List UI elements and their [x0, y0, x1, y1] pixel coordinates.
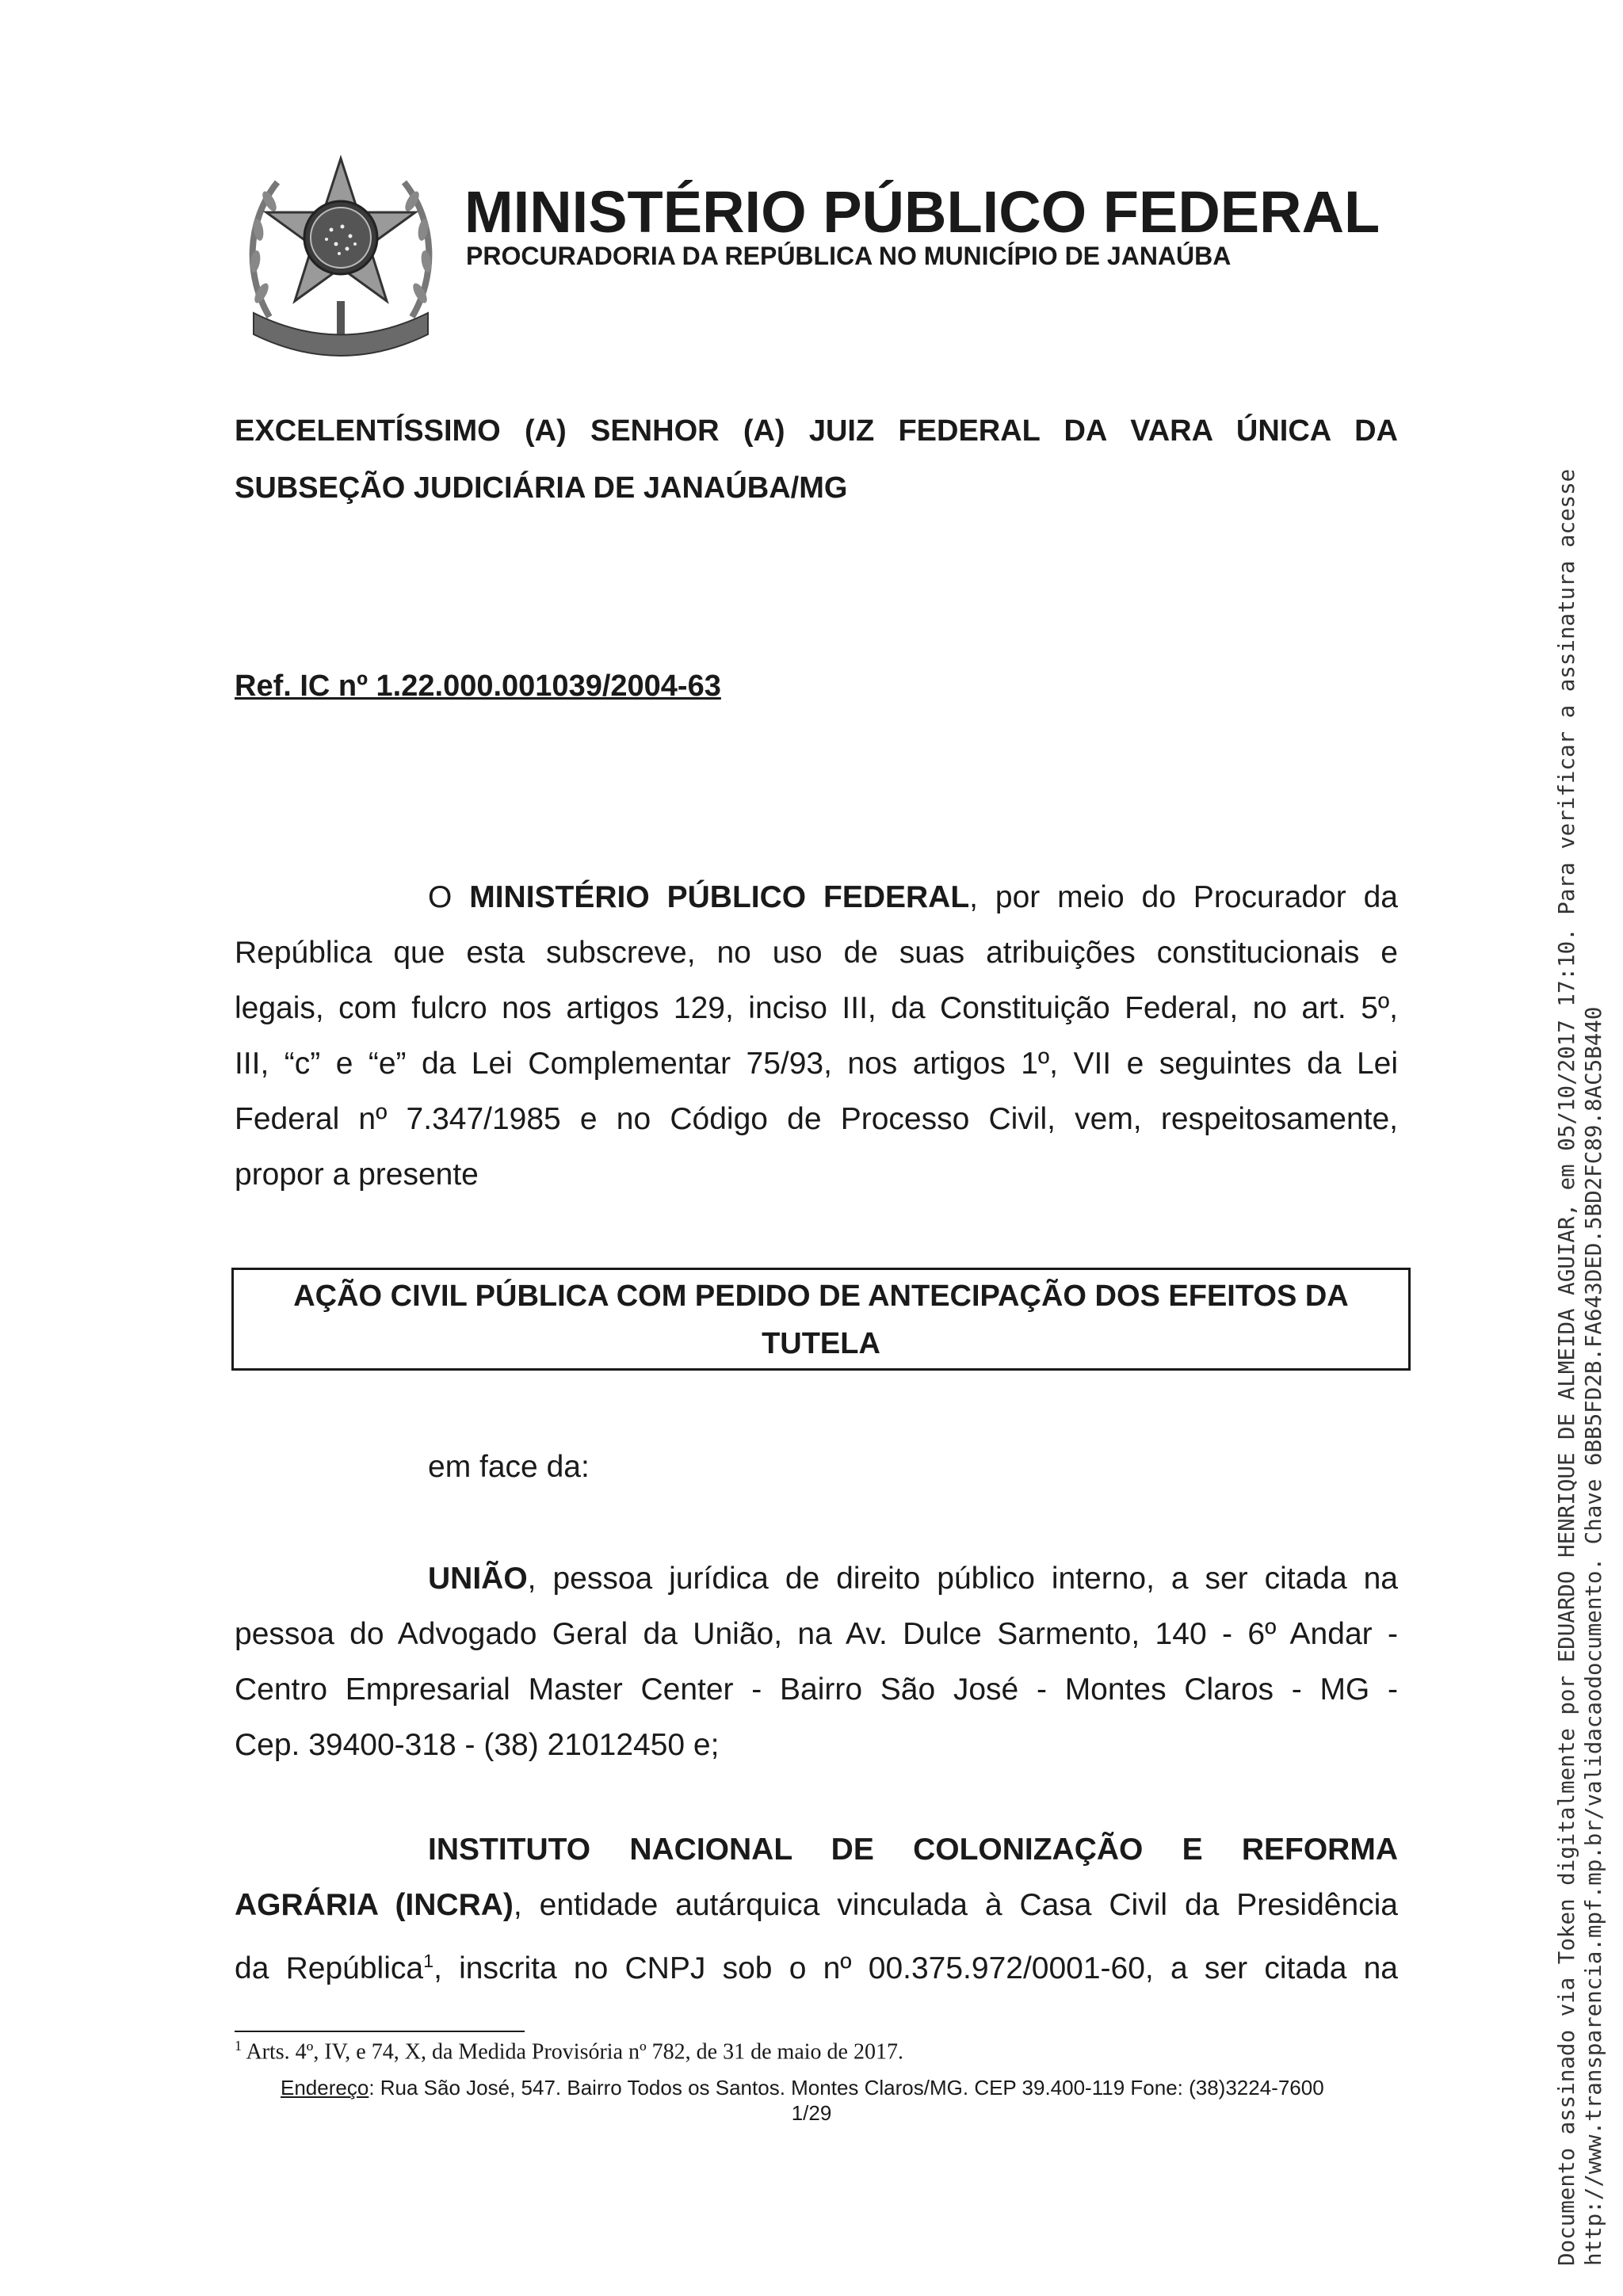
addressee-line-1: EXCELENTÍSSIMO (A) SENHOR (A) JUIZ FEDERAL DA VARA ÚNICA DA	[235, 414, 1398, 448]
intro-line-2: República que esta subscreve, no uso de suas atribuições constitucionais e	[235, 936, 1398, 970]
intro-prefix: O	[428, 880, 470, 914]
signature-stamp	[1553, 469, 1607, 2266]
incra-suffix: , entidade autárquica vinculada à Casa Civil da Presidência	[513, 1888, 1398, 1922]
footnote-divider	[235, 2031, 525, 2032]
incra-line-1: INSTITUTO NACIONAL DE COLONIZAÇÃO E REFORMA	[428, 1833, 1398, 1867]
action-title-line-2: TUTELA	[762, 1327, 880, 1360]
incra-l3-suffix: , inscrita no CNPJ sob o nº 00.375.972/0001-60, a ser citada na	[433, 1951, 1398, 1985]
address-label: Endereço	[281, 2076, 369, 2100]
uniao-line-4: Cep. 39400-318 - (38) 21012450 e;	[235, 1728, 720, 1762]
uniao-suffix: , pessoa jurídica de direito público interno, a ser citada na	[527, 1562, 1398, 1596]
incra-line-3	[235, 1933, 1398, 1997]
action-title-line-1: AÇÃO CIVIL PÚBLICA COM PEDIDO DE ANTECIPAÇÃO DOS EFEITOS DA	[293, 1280, 1349, 1313]
signature-stamp-line-1: Documento assinado via Token digitalmente por EDUARDO HENRIQUE DE ALMEIDA AGUIAR, em 05/10/2017 17:10. Para verificar a assinatura acesse	[1554, 468, 1579, 2266]
uniao-line-1	[235, 1551, 1398, 1607]
intro-paragraph	[235, 870, 1398, 1203]
incra-l3-prefix: da República	[235, 1951, 424, 1985]
intro-line-1	[235, 870, 1398, 925]
intro-line-3: legais, com fulcro nos artigos 129, inciso III, da Constituição Federal, no art. 5º,	[235, 991, 1398, 1025]
footnote-number: 1	[235, 2038, 242, 2054]
intro-bold: MINISTÉRIO PÚBLICO FEDERAL	[469, 880, 970, 914]
page-number: 1/29	[791, 2101, 832, 2125]
uniao-line-2: pessoa do Advogado Geral da União, na Av. Dulce Sarmento, 140 - 6º Andar -	[235, 1617, 1398, 1651]
footnote-text: Arts. 4º, IV, e 74, X, da Medida Provisória nº 782, de 31 de maio de 2017.	[242, 2039, 903, 2065]
incra-paragraph	[235, 1822, 1398, 1997]
intro-line-5: Federal nº 7.347/1985 e no Código de Processo Civil, vem, respeitosamente,	[235, 1102, 1398, 1136]
uniao-bold: UNIÃO	[428, 1562, 528, 1596]
uniao-line-3: Centro Empresarial Master Center - Bairro São José - Montes Claros - MG -	[235, 1672, 1398, 1707]
footnote-mark[interactable]: 1	[423, 1951, 434, 1971]
org-title: MINISTÉRIO PÚBLICO FEDERAL	[464, 179, 1381, 245]
signature-stamp-line-2[interactable]: http://www.transparencia.mpf.mp.br/validacaodocumento. Chave 6BB5FD2B.FA643DED.5BD2FC89.8AC5B440	[1581, 1006, 1606, 2266]
em-face-text: em face da:	[428, 1450, 590, 1484]
brazil-coat-of-arms-icon	[238, 151, 444, 364]
address-text: : Rua São José, 547. Bairro Todos os Santos. Montes Claros/MG. CEP 39.400-119 Fone: (38)3224-7600	[369, 2076, 1324, 2100]
intro-line-4: III, “c” e “e” da Lei Complementar 75/93, nos artigos 1º, VII e seguintes da Lei	[235, 1047, 1398, 1081]
addressee-line-2: SUBSEÇÃO JUDICIÁRIA DE JANAÚBA/MG	[235, 471, 848, 505]
intro-line-6: propor a presente	[235, 1158, 479, 1192]
footnote	[235, 2038, 903, 2065]
incra-bold: AGRÁRIA (INCRA)	[235, 1888, 514, 1922]
uniao-paragraph	[235, 1551, 1398, 1773]
incra-line-2	[235, 1878, 1398, 1933]
intro-suffix: , por meio do Procurador da	[969, 880, 1398, 914]
org-subtitle: PROCURADORIA DA REPÚBLICA NO MUNICÍPIO DE JANAÚBA	[466, 242, 1232, 270]
reference-number: Ref. IC nº 1.22.000.001039/2004-63	[235, 669, 721, 703]
action-title-box	[231, 1268, 1411, 1371]
footer-address	[281, 2076, 1324, 2100]
